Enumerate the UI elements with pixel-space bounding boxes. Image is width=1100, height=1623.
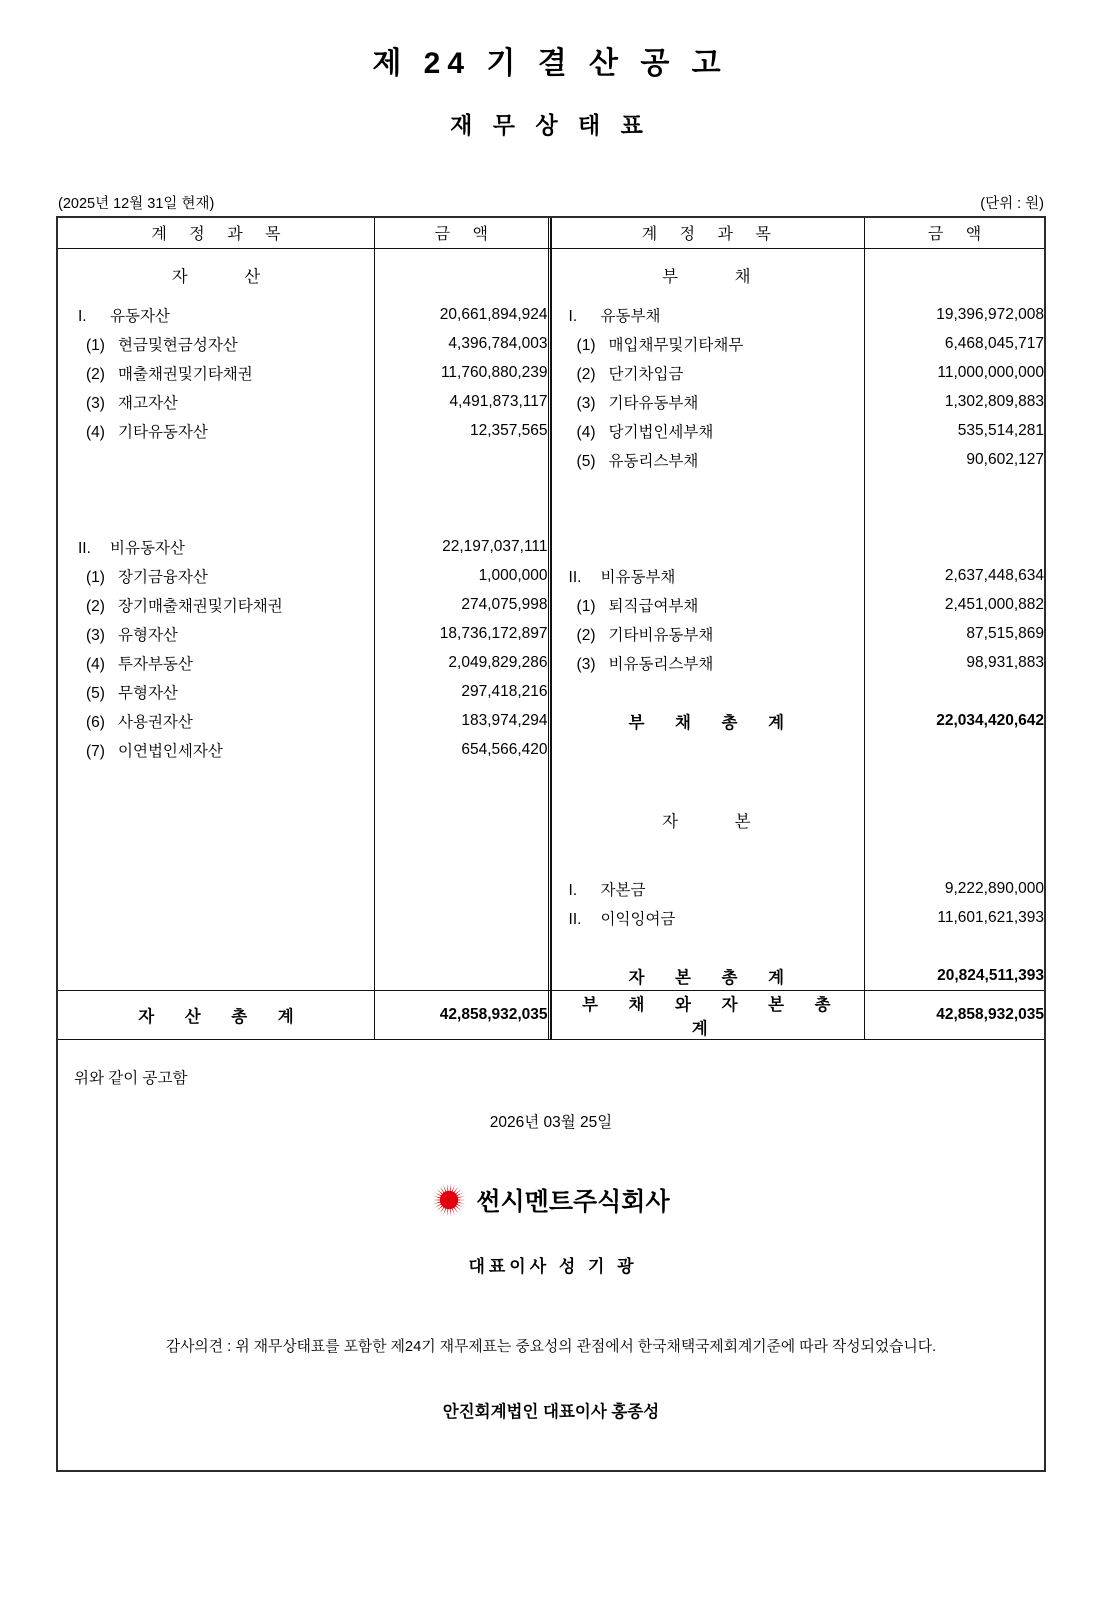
account-amount: 2,451,000,882 [944,596,1044,614]
account-label: 기타유동부채 [608,395,699,413]
declaration-notice: 위와 같이 공고함 [74,1070,188,1088]
account-name-cell [548,591,865,620]
account-amount: 2,049,829,286 [375,649,549,678]
account-amount: 87,515,869 [966,625,1044,643]
account-amount: 183,974,294 [375,707,549,736]
table-row [58,649,1044,678]
table-row [58,620,1044,649]
grand-total-row [58,991,1044,1040]
table-row [58,417,1044,446]
account-name-cell [58,707,375,736]
account-label: 재고자산 [118,395,178,413]
account-name-cell [58,533,375,562]
empty-cell [58,904,375,933]
equity-section-label: 자 본 [548,794,865,846]
declaration-date: 2026년 03월 25일 [489,1114,613,1132]
company-signature [58,1182,1044,1218]
empty-cell [865,678,1044,707]
account-index: (3) [576,656,596,674]
account-name-cell [548,649,865,678]
table-row [58,359,1044,388]
account-index: (4) [86,656,105,674]
account-name-cell [58,649,375,678]
declaration-footer [58,1039,1044,1470]
account-label: 매입채무및기타채무 [608,337,744,355]
account-index: (1) [576,598,596,616]
account-label: 퇴직급여부채 [608,598,699,616]
account-amount: 9,222,890,000 [944,880,1044,898]
account-name-cell [58,417,375,446]
page-title: 제 24 기 결 산 공 고 [372,47,728,80]
account-index: (4) [86,424,105,442]
account-label: 이익잉여금 [600,911,676,929]
account-name-cell [58,678,375,707]
liabilities-section-label: 부 채 [548,248,865,301]
balance-sheet-frame [56,216,1046,1473]
empty-cell [375,504,549,533]
empty-cell [58,962,375,991]
account-label: 무형자산 [118,685,178,703]
empty-cell [548,678,865,707]
account-amount: 2,637,448,634 [944,567,1044,585]
account-index: (3) [86,395,105,413]
table-row [58,388,1044,417]
account-name-cell [58,359,375,388]
account-label: 유동자산 [110,308,170,326]
account-label: 기타유동자산 [118,424,208,442]
assets-total-amount: 42,858,932,035 [375,991,549,1040]
account-amount: 6,468,045,717 [944,335,1044,353]
account-index: II. [568,911,582,929]
account-amount: 1,000,000 [375,562,549,591]
account-index: II. [568,569,582,587]
subtotal-amount: 20,824,511,393 [937,966,1044,984]
account-index: I. [568,882,578,900]
account-label: 사용권자산 [118,714,193,732]
account-amount: 11,000,000,000 [937,364,1044,382]
table-row [58,475,1044,504]
line-items-body [58,301,1044,991]
account-name-cell [58,591,375,620]
currency-unit: (단위 : 원) [980,195,1044,212]
account-label: 현금및현금성자산 [118,337,238,355]
account-name-cell [58,562,375,591]
table-row [58,678,1044,707]
account-amount: 98,931,883 [966,654,1044,672]
table-row [58,591,1044,620]
account-index: I. [568,308,578,326]
account-index: II. [78,540,91,558]
account-index: I. [78,308,87,326]
table-row [58,446,1044,475]
account-index: (2) [86,598,105,616]
account-name-cell [548,620,865,649]
liab-equity-total-label: 부 채 와 자 본 총 계 [548,991,865,1040]
table-row [58,504,1044,533]
audit-opinion: 감사의견 : 위 재무상태표를 포함한 제24기 재무제표는 중요성의 관점에서 한국채택국제회계기준에 따라 작성되었습니다. [165,1339,937,1356]
account-label: 당기법인세부채 [608,424,714,442]
account-name-cell [548,417,865,446]
account-label: 장기매출채권및기타채권 [118,598,283,616]
subtotal-label: 자 본 총 계 [548,962,865,991]
table-row [58,765,1044,794]
table-row [58,330,1044,359]
account-label: 유동부채 [600,308,661,326]
empty-cell [375,962,549,991]
subtotal-amount: 22,034,420,642 [936,712,1044,730]
empty-cell [548,765,865,794]
sun-logo-icon [432,1183,466,1217]
empty-cell [58,933,375,962]
header-amount-right: 금 액 [865,218,1044,249]
header-amount-left: 금 액 [375,218,549,249]
account-amount: 90,602,127 [966,451,1044,469]
account-amount: 19,396,972,008 [936,306,1044,324]
account-index: (1) [576,337,596,355]
empty-cell [375,933,549,962]
account-index: (4) [576,424,596,442]
section-label-row [58,248,1044,301]
assets-total-label: 자 산 총 계 [58,991,375,1040]
company-name: 썬시멘트주식회사 [476,1188,670,1217]
table-row [58,846,1044,875]
account-label: 비유동부채 [600,569,676,587]
account-amount: 274,075,998 [375,591,549,620]
account-index: (1) [86,337,105,355]
account-amount: 11,760,880,239 [375,359,549,388]
empty-cell [865,933,1044,962]
empty-cell [548,736,865,765]
empty-cell [865,765,1044,794]
empty-cell [865,736,1044,765]
account-label: 자본금 [600,882,646,900]
empty-cell [58,504,375,533]
account-amount: 654,566,420 [375,736,549,765]
empty-cell [58,794,375,846]
as-of-date: (2025년 12월 31일 현재) [58,195,215,212]
account-index: (1) [86,569,105,587]
empty-cell [375,904,549,933]
account-amount: 1,302,809,883 [944,393,1044,411]
account-index: (5) [86,685,105,703]
account-amount: 18,736,172,897 [375,620,549,649]
account-amount: 11,601,621,393 [937,909,1044,927]
account-amount: 12,357,565 [375,417,549,446]
header-account-right: 계 정 과 목 [548,218,865,249]
page-subtitle: 재 무 상 태 표 [450,112,650,138]
statement-meta [58,192,1044,213]
liab-equity-total-amount: 42,858,932,035 [936,1006,1044,1024]
assets-section-amount-blank [375,248,549,301]
account-name-cell [548,904,865,933]
account-name-cell [548,301,865,330]
account-index: (6) [86,714,105,732]
balance-sheet-body [58,248,1044,301]
account-label: 장기금융자산 [118,569,208,587]
assets-section-label: 자 산 [58,248,375,301]
table-row [58,875,1044,904]
account-amount: 22,197,037,111 [375,533,549,562]
empty-cell [58,475,375,504]
empty-cell [375,765,549,794]
empty-cell [548,475,865,504]
account-label: 이연법인세자산 [118,743,223,761]
account-amount: 297,418,216 [375,678,549,707]
table-row [58,794,1044,846]
account-amount: 20,661,894,924 [375,301,549,330]
account-index: (3) [86,627,105,645]
account-label: 매출채권및기타채권 [118,366,253,384]
empty-cell [865,504,1044,533]
account-index: (2) [576,627,596,645]
account-amount: 4,491,873,117 [375,388,549,417]
empty-cell [548,933,865,962]
account-index: (5) [576,453,596,471]
account-index: (7) [86,743,105,761]
account-name-cell [548,359,865,388]
account-label: 비유동자산 [110,540,185,558]
account-name-cell [58,330,375,359]
account-name-cell [548,330,865,359]
account-amount: 535,514,281 [957,422,1044,440]
empty-cell [375,846,549,875]
subtotal-label: 부 채 총 계 [548,707,865,736]
account-amount: 4,396,784,003 [375,330,549,359]
table-row [58,933,1044,962]
table-row [58,301,1044,330]
liabilities-section-amount-blank [865,248,1044,301]
account-label: 유형자산 [118,627,178,645]
account-name-cell [548,562,865,591]
account-name-cell [548,875,865,904]
table-row [58,707,1044,736]
totals-body [58,991,1044,1040]
table-row [58,962,1044,991]
empty-cell [865,846,1044,875]
table-row [58,533,1044,562]
account-label: 유동리스부채 [608,453,699,471]
account-index: (2) [86,366,105,384]
account-label: 비유동리스부채 [608,656,714,674]
account-index: (3) [576,395,596,413]
empty-cell [375,794,549,846]
account-name-cell [58,736,375,765]
account-name-cell [58,620,375,649]
account-name-cell [548,446,865,475]
empty-cell [548,533,865,562]
account-index: (2) [576,366,596,384]
empty-cell [865,533,1044,562]
empty-cell [375,475,549,504]
balance-sheet-table [58,218,1044,1040]
account-label: 단기차입금 [608,366,684,384]
empty-cell [375,875,549,904]
empty-cell [548,846,865,875]
ceo-signature: 대표이사 성 기 광 [468,1257,638,1277]
account-label: 투자부동산 [118,656,193,674]
table-row [58,562,1044,591]
empty-cell [865,475,1044,504]
empty-cell [58,875,375,904]
empty-cell [375,446,549,475]
empty-cell [58,765,375,794]
account-name-cell [58,301,375,330]
header-account-left: 계 정 과 목 [58,218,375,249]
table-row [58,736,1044,765]
empty-cell [58,446,375,475]
table-row [58,904,1044,933]
account-name-cell [58,388,375,417]
auditor-signature: 안진회계법인 대표이사 홍종성 [442,1403,660,1422]
account-label: 기타비유동부채 [608,627,714,645]
table-header-row [58,218,1044,249]
account-name-cell [548,388,865,417]
empty-cell [58,846,375,875]
empty-cell [548,504,865,533]
